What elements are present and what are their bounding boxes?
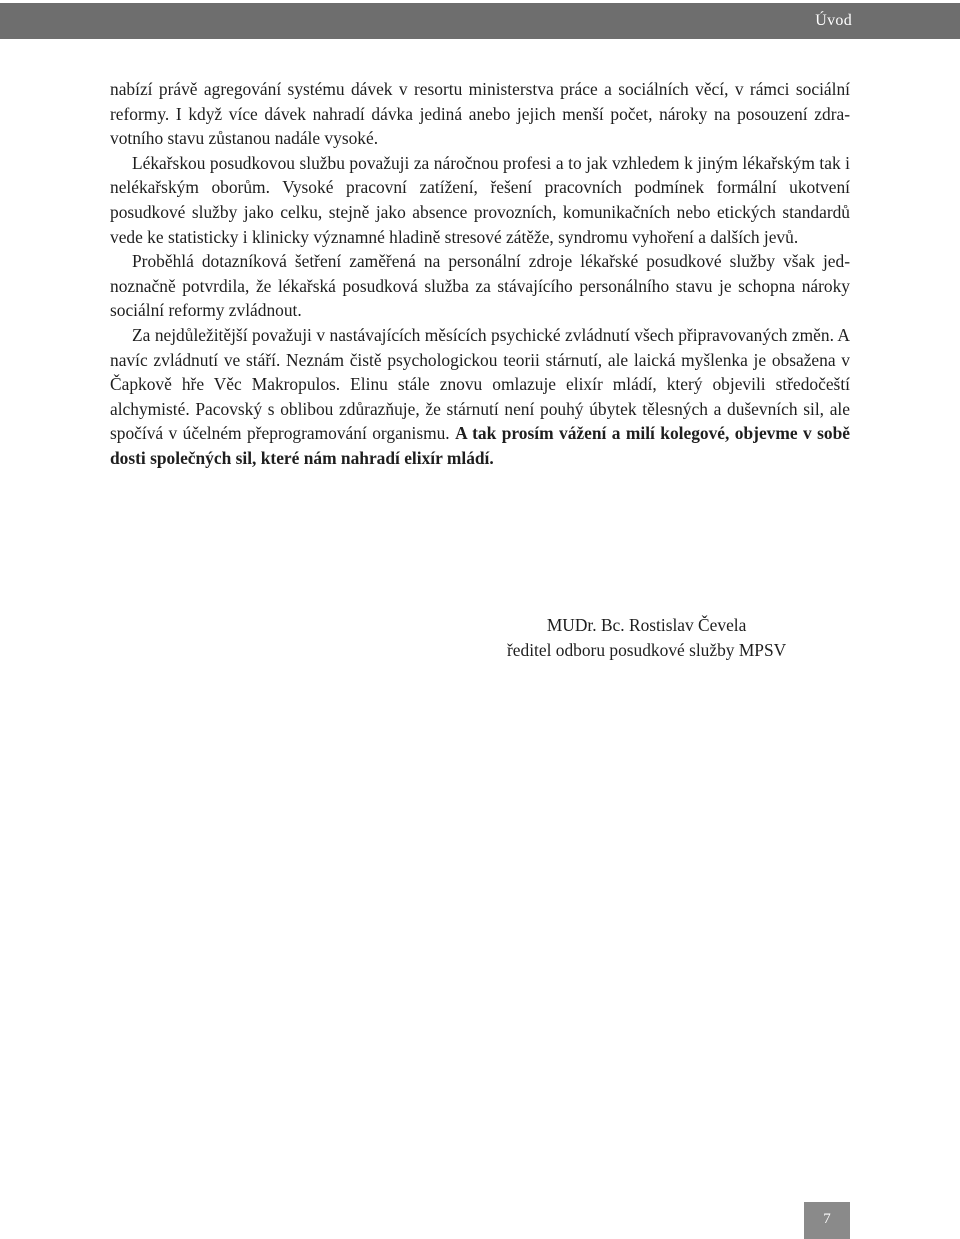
header-bar: [0, 3, 960, 39]
paragraph-4: [110, 323, 850, 471]
paragraph-3: Proběhlá dotazníková šetření zaměřená na personální zdroje lékařské posudkové služby však jednoznačně potvrdila, že lékařská posudková služba za stávajícího personálního stavu je schopna nároky sociální reformy zvládnout.: [110, 251, 850, 321]
signature-role: ředitel odboru posudkové služby MPSV: [507, 639, 787, 660]
page-number: 7: [823, 1211, 831, 1227]
paragraph-4-bold: A tak prosím vážení a milí kolegové, objevme v sobě dosti společných sil, které nám nahradí elixír mládí.: [110, 423, 850, 468]
paragraph-2: Lékařskou posudkovou službu považuji za náročnou profesi a to jak vzhledem k jiným lékařským tak i nelékařským oborům. Vysoké pracovní zatížení, řešení pracovních podmínek formální ukotvení posudkové služby jako celku, stejně jako absence provozních, komunikačních nebo etických standardů vede ke statisticky i klinicky významné hladině stresové zátěže, syndromu vyhoření a dalších jevů.: [110, 152, 850, 247]
page-number-box: [804, 1202, 850, 1239]
paragraph-4-regular: Za nejdůležitější považuji v nastávajících měsících psychické zvládnutí všech připravovaných změn. A navíc zvládnutí ve stáří. Neznám čistě psychologickou teorii stárnutí, ale laická myšlenka je obsažena v Čapkově hře Věc Makropulos. Elinu stále znovu omlazuje elixír mládí, který objevili středočeští alchymisté. Pacovský s oblibou zdůrazňuje, že stárnutí není pouhý úbytek tělesných a duševních sil, ale spočívá v účelném přeprogramování organismu.: [110, 324, 850, 444]
signature: [507, 613, 786, 662]
paragraph-1: nabízí právě agregování systému dávek v resortu ministerstva práce a sociálních věcí, v rámci sociální reformy. I když více dávek nahradí dávka jediná anebo jejich menší počet, nároky na posouzení zdravotního stavu zůstanou nadále vysoké.: [110, 79, 850, 149]
body-text: [110, 77, 850, 471]
signature-name: MUDr. Bc. Rostislav Čevela: [546, 615, 747, 635]
section-title: Úvod: [815, 12, 852, 29]
